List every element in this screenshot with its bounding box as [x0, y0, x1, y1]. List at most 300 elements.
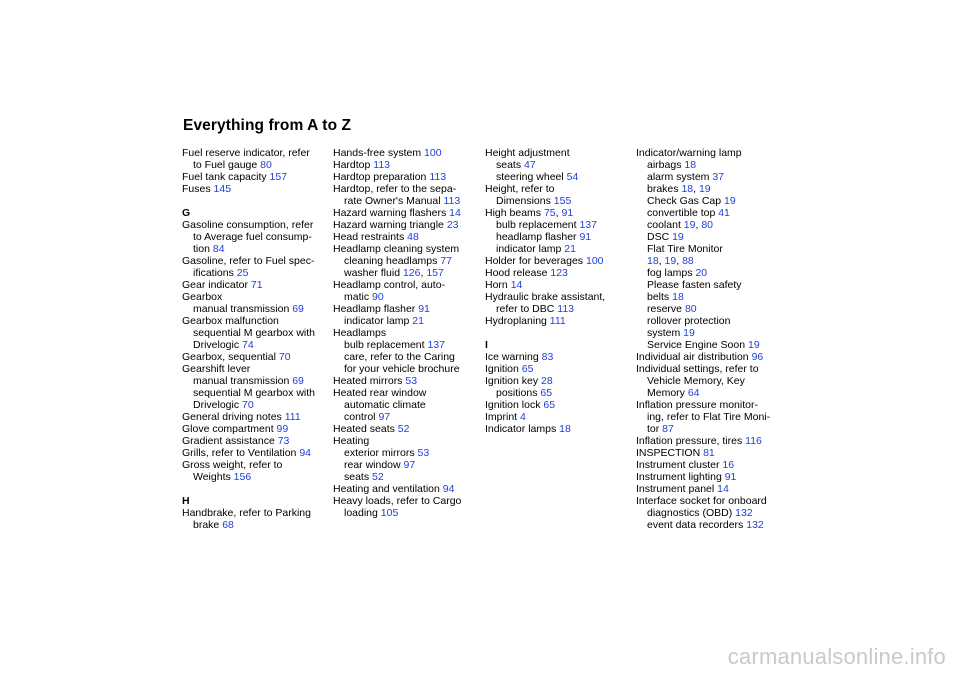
index-subentry [182, 519, 330, 531]
index-subentry [636, 267, 784, 279]
index-entry [636, 351, 784, 363]
page-reference-link[interactable]: 14 [449, 207, 461, 219]
page-reference-link[interactable]: 52 [372, 471, 384, 483]
page-reference-link[interactable]: 94 [299, 447, 311, 459]
index-subentry [636, 423, 784, 435]
index-entry-text: Ice warning [485, 351, 542, 363]
page-reference-link[interactable]: 75 [543, 207, 556, 219]
page-reference-link[interactable]: 70 [242, 399, 254, 411]
index-entry [485, 291, 633, 303]
index-entry-text: indicator lamp [344, 315, 413, 327]
page-reference-link[interactable]: 25 [236, 267, 249, 279]
index-subentry [636, 291, 784, 303]
section-letter-heading [485, 339, 633, 351]
page-reference-link[interactable]: 53 [417, 447, 430, 459]
index-entry-text: Headlamp flasher [333, 303, 419, 315]
index-subentry [636, 375, 784, 387]
page-reference-link[interactable]: 145 [213, 183, 232, 195]
index-subentry [333, 351, 481, 363]
page-reference-link[interactable]: 113 [429, 171, 447, 183]
index-subentry [636, 243, 784, 255]
index-entry [485, 255, 633, 267]
index-entry-text: convertible top [647, 207, 719, 219]
page-reference-link[interactable]: 69 [292, 303, 304, 315]
index-entry [182, 363, 330, 375]
page-reference-link[interactable]: 19 [664, 255, 677, 267]
page-reference-link[interactable]: 88 [682, 255, 694, 267]
index-subentry [636, 231, 784, 243]
index-subentry [636, 159, 784, 171]
index-subentry [636, 195, 784, 207]
index-entry-text: seats [496, 159, 525, 171]
index-entry [182, 171, 330, 183]
index-entry-text: loading [344, 507, 381, 519]
page-reference-link[interactable]: 14 [510, 279, 523, 291]
page-reference-link[interactable]: 19 [683, 219, 696, 231]
index-entry-text: Individual settings, refer to [636, 363, 759, 375]
index-subentry [182, 399, 330, 411]
page-reference-link[interactable]: 19 [683, 327, 695, 339]
index-entry: High beams 75, 91 [485, 207, 574, 219]
index-entry-text: Fuses [182, 183, 214, 195]
page-reference-link[interactable]: 91 [418, 303, 430, 315]
page-reference-link[interactable]: 91 [724, 471, 737, 483]
index-entry-text: belts [647, 291, 673, 303]
index-subentry [485, 219, 633, 231]
index-subentry [636, 303, 784, 315]
index-subentry [333, 315, 481, 327]
index-entry-text: coolant [647, 219, 684, 231]
index-entry [333, 147, 481, 159]
index-entry-text: Inflation pressure, tires [636, 435, 746, 447]
index-entry [485, 183, 633, 195]
index-entry [636, 435, 784, 447]
section-letter-heading [182, 495, 330, 507]
index-entry [636, 147, 784, 159]
page-reference-link[interactable]: 80 [701, 219, 713, 231]
index-subentry [485, 231, 633, 243]
page-reference-link[interactable]: 16 [722, 459, 735, 471]
index-entry-text: Gearbox, sequential [182, 351, 279, 363]
index-subentry: brakes 18, 19 [647, 183, 711, 195]
page-reference-link[interactable]: 28 [541, 375, 553, 387]
page-reference-link[interactable]: 37 [712, 171, 725, 183]
index-entry-text: Gross weight, refer to [182, 459, 283, 471]
index-entry [333, 435, 481, 447]
index-entry [485, 267, 633, 279]
index-entry-text: rear window [344, 459, 404, 471]
index-entry [333, 183, 481, 195]
index-entry-text: Grills, refer to Ventilation [182, 447, 300, 459]
index-entry-text: Vehicle Memory, Key [647, 375, 745, 387]
index-entry-text: airbags [647, 159, 685, 171]
page-reference-link[interactable]: 21 [564, 243, 576, 255]
index-subentry: 18, 19, 88 [647, 255, 694, 267]
index-entry-text: DSC [647, 231, 673, 243]
index-subentry [636, 339, 784, 351]
index-subentry [636, 207, 784, 219]
index-entry [182, 255, 330, 267]
index-entry-text: Indicator lamps [485, 423, 560, 435]
index-entry-text: Fuel reserve indicator, refer [182, 147, 310, 159]
index-entry [333, 423, 481, 435]
index-subentry [333, 459, 481, 471]
index-entry-text: Drivelogic [193, 339, 243, 351]
index-entry-text: Handbrake, refer to Parking [182, 507, 311, 519]
page-reference-link[interactable]: 132 [746, 519, 764, 531]
page-reference-link[interactable]: 4 [520, 411, 526, 423]
index-subentry [182, 327, 330, 339]
index-entry-text: H [182, 495, 190, 507]
section-spacer [485, 327, 633, 339]
index-entry-text: Gasoline, refer to Fuel spec- [182, 255, 315, 267]
index-subentry [182, 471, 330, 483]
index-entry-text: Interface socket for onboard [636, 495, 767, 507]
page-reference-link[interactable]: 14 [717, 483, 729, 495]
index-entry-text: Heating [333, 435, 370, 447]
index-subentry [182, 375, 330, 387]
index-entry-text: positions [496, 387, 541, 399]
page-reference-link[interactable]: 83 [541, 351, 554, 363]
index-subentry [485, 195, 633, 207]
index-entry-text: General driving notes [182, 411, 285, 423]
index-entry-text: for your vehicle brochure [344, 363, 460, 375]
index-subentry [485, 303, 633, 315]
page-reference-link[interactable]: 80 [260, 159, 272, 171]
index-entry [182, 423, 330, 435]
index-subentry [636, 411, 784, 423]
page-reference-link[interactable]: 100 [585, 255, 604, 267]
page-reference-link[interactable]: 123 [550, 267, 568, 279]
index-entry [485, 363, 633, 375]
index-column-4 [636, 147, 784, 531]
index-entry-text: steering wheel [496, 171, 567, 183]
index-entry-text: Instrument cluster [636, 459, 723, 471]
page-reference-link[interactable]: 105 [380, 507, 399, 519]
index-entry-text: Gearshift lever [182, 363, 251, 375]
index-entry [333, 375, 481, 387]
page-reference-link[interactable]: 81 [703, 447, 715, 459]
page-reference-link[interactable]: 68 [222, 519, 234, 531]
index-subentry [333, 411, 481, 423]
page-reference-link[interactable]: 84 [212, 243, 225, 255]
index-entry-text: brake [193, 519, 223, 531]
page-reference-link[interactable]: 20 [695, 267, 708, 279]
index-entry-text: tion [193, 243, 213, 255]
index-entry [636, 483, 784, 495]
index-subentry [182, 159, 330, 171]
index-entry [182, 459, 330, 471]
page-reference-link[interactable]: 96 [751, 351, 764, 363]
index-entry-text: Heated rear window [333, 387, 427, 399]
index-entry-text: INSPECTION [636, 447, 704, 459]
index-entry-text: Glove compartment [182, 423, 277, 435]
index-entry-text: seats [344, 471, 373, 483]
index-subentry [333, 195, 481, 207]
index-entry-text: Imprint [485, 411, 521, 423]
index-subentry [333, 471, 481, 483]
index-entry-text: Hands-free system [333, 147, 425, 159]
index-subentry [182, 267, 330, 279]
page-reference-link[interactable]: 18 [647, 255, 659, 267]
page-reference-link[interactable]: 21 [412, 315, 424, 327]
index-entry [485, 411, 633, 423]
index-entry-text: G [182, 207, 191, 219]
page-reference-link[interactable]: 156 [233, 471, 252, 483]
index-entry-text: control [344, 411, 379, 423]
index-entry-text: Fuel tank capacity [182, 171, 270, 183]
page-reference-link[interactable]: 64 [687, 387, 700, 399]
index-subentry [182, 303, 330, 315]
page-reference-link[interactable]: 19 [724, 195, 736, 207]
index-subentry [333, 363, 481, 375]
page-reference-link[interactable]: 113 [373, 159, 391, 171]
page-reference-link[interactable]: 53 [405, 375, 418, 387]
index-entry-text: I [485, 339, 488, 351]
index-entry [333, 387, 481, 399]
page-reference-link[interactable]: 80 [684, 303, 697, 315]
page-reference-link[interactable]: 70 [278, 351, 291, 363]
index-entry-text: Headlamp control, auto- [333, 279, 446, 291]
page-reference-link[interactable]: 157 [426, 267, 444, 279]
index-entry [636, 471, 784, 483]
page-reference-link[interactable]: 137 [579, 219, 597, 231]
index-entry-text: Hydraulic brake assistant, [485, 291, 606, 303]
index-subentry [182, 387, 330, 399]
page-reference-link[interactable]: 71 [250, 279, 263, 291]
page-reference-link[interactable]: 94 [442, 483, 455, 495]
index-entry-text: to Average fuel consump- [193, 231, 312, 243]
index-subentry [333, 255, 481, 267]
index-entry-text: manual transmission [193, 303, 293, 315]
index-column-3 [485, 147, 633, 435]
index-entry [485, 375, 633, 387]
index-entry [333, 483, 481, 495]
index-column-1 [182, 147, 330, 531]
index-entry [182, 219, 330, 231]
index-subentry [636, 315, 784, 327]
page-reference-link[interactable]: 65 [521, 363, 534, 375]
index-entry-text: ifications [193, 267, 237, 279]
index-subentry [333, 507, 481, 519]
index-entry [182, 291, 330, 303]
index-subentry [182, 339, 330, 351]
index-entry-text: Ignition lock [485, 399, 544, 411]
index-entry-text: bulb replacement [344, 339, 428, 351]
index-entry [333, 243, 481, 255]
page-reference-link[interactable]: 91 [561, 207, 574, 219]
index-entry-text: Heating and ventilation [333, 483, 443, 495]
page-reference-link[interactable]: 19 [698, 183, 711, 195]
page-reference-link[interactable]: 87 [662, 423, 674, 435]
page-reference-link[interactable]: 91 [579, 231, 592, 243]
page-reference-link[interactable]: 116 [745, 435, 762, 447]
index-entry-text: rate Owner's Manual [344, 195, 444, 207]
index-entry-text: manual transmission [193, 375, 293, 387]
index-entry [333, 327, 481, 339]
index-subentry [636, 327, 784, 339]
index-entry-text: event data recorders [647, 519, 747, 531]
page-reference-link[interactable]: 137 [427, 339, 445, 351]
index-entry-text: Hazard warning flashers [333, 207, 450, 219]
index-entry-text: Gear indicator [182, 279, 251, 291]
index-subentry: coolant 19, 80 [647, 219, 713, 231]
index-entry-text: washer fluid [344, 267, 403, 279]
index-entry-text: Weights [193, 471, 234, 483]
page-title: Everything from A to Z [183, 117, 352, 134]
index-entry-text: Individual air distribution [636, 351, 752, 363]
page-reference-link[interactable]: 157 [269, 171, 288, 183]
index-subentry [485, 243, 633, 255]
index-entry-text: Flat Tire Monitor [647, 243, 723, 255]
index-entry-text: sequential M gearbox with [193, 327, 315, 339]
index-entry [182, 279, 330, 291]
index-subentry [636, 279, 784, 291]
index-entry-text: Head restraints [333, 231, 408, 243]
page-reference-link[interactable]: 111 [284, 411, 301, 423]
index-entry [636, 495, 784, 507]
index-entry-text: Gradient assistance [182, 435, 278, 447]
index-entry-text: Memory [647, 387, 688, 399]
index-entry-text: Hydroplaning [485, 315, 550, 327]
index-entry-text: Hazard warning triangle [333, 219, 447, 231]
index-entry-text: High beams [485, 207, 544, 219]
index-entry [333, 159, 481, 171]
index-entry-text: Ignition key [485, 375, 542, 387]
index-entry-text: indicator lamp [496, 243, 565, 255]
index-entry-text: Gearbox [182, 291, 223, 303]
page-reference-link[interactable]: 111 [549, 315, 566, 327]
index-subentry [636, 519, 784, 531]
index-entry [182, 315, 330, 327]
page-reference-link[interactable]: 126 [402, 267, 421, 279]
watermark: carmanualsonline.info [727, 644, 946, 669]
index-entry-text: Height, refer to [485, 183, 555, 195]
index-entry [636, 399, 784, 411]
page-reference-link[interactable]: 97 [403, 459, 416, 471]
page-reference-link[interactable]: 155 [553, 195, 572, 207]
page-reference-link[interactable]: 48 [407, 231, 419, 243]
page-reference-link[interactable]: 18 [559, 423, 571, 435]
index-entry [333, 495, 481, 507]
index-entry [485, 423, 633, 435]
index-subentry [636, 387, 784, 399]
page-reference-link[interactable]: 47 [524, 159, 536, 171]
page-reference-link[interactable]: 69 [292, 375, 304, 387]
index-entry [485, 279, 633, 291]
index-entry-text: rollover protection [647, 315, 731, 327]
index-entry [485, 147, 633, 159]
section-spacer [182, 483, 330, 495]
index-entry [182, 351, 330, 363]
page-reference-link[interactable]: 99 [276, 423, 289, 435]
index-entry [333, 279, 481, 291]
index-column-2 [333, 147, 481, 519]
index-entry-text: Hardtop [333, 159, 374, 171]
index-entry-text: refer to DBC [496, 303, 558, 315]
index-entry-text: Instrument panel [636, 483, 718, 495]
index-entry-text: Please fasten safety [647, 279, 742, 291]
index-entry [636, 447, 784, 459]
index-entry-text: Heated mirrors [333, 375, 406, 387]
index-entry [333, 171, 481, 183]
index-entry-text: tor [647, 423, 663, 435]
index-entry [182, 183, 330, 195]
index-entry-text: Headlamps [333, 327, 387, 339]
page-reference-link[interactable]: 41 [718, 207, 730, 219]
page-reference-link[interactable]: 113 [443, 195, 461, 207]
page-reference-link[interactable]: 100 [424, 147, 442, 159]
index-entry [485, 351, 633, 363]
index-entry [333, 219, 481, 231]
page-reference-link[interactable]: 19 [672, 231, 684, 243]
index-entry-text: Headlamp cleaning system [333, 243, 460, 255]
index-entry-text: Drivelogic [193, 399, 243, 411]
index-subentry [182, 231, 330, 243]
index-entry [636, 459, 784, 471]
index-entry-text: bulb replacement [496, 219, 580, 231]
page-reference-link[interactable]: 73 [277, 435, 290, 447]
index-entry-text: headlamp flasher [496, 231, 580, 243]
index-entry-text: alarm system [647, 171, 713, 183]
index-entry-text: automatic climate [344, 399, 426, 411]
index-subentry [182, 243, 330, 255]
index-subentry [636, 507, 784, 519]
page-reference-link[interactable]: 18 [684, 159, 697, 171]
index-entry-text: Ignition [485, 363, 522, 375]
index-entry-text: diagnostics (OBD) [647, 507, 736, 519]
index-entry-text: Height adjustment [485, 147, 570, 159]
section-spacer [182, 195, 330, 207]
page-reference-link[interactable]: 74 [242, 339, 254, 351]
index-entry-text: reserve [647, 303, 685, 315]
index-subentry [485, 171, 633, 183]
page-reference-link[interactable]: 18 [681, 183, 694, 195]
page-reference-link[interactable]: 113 [557, 303, 575, 315]
index-entry-text: to Fuel gauge [193, 159, 261, 171]
index-entry-text: ing, refer to Flat Tire Moni- [647, 411, 771, 423]
page-reference-link[interactable]: 54 [566, 171, 579, 183]
index-entry-text: Dimensions [496, 195, 554, 207]
page-reference-link[interactable]: 23 [446, 219, 459, 231]
index-entry-text: cleaning headlamps [344, 255, 441, 267]
index-entry-text: brakes [647, 183, 682, 195]
index-entry [182, 411, 330, 423]
index-subentry [485, 159, 633, 171]
page-reference-link[interactable]: 77 [440, 255, 453, 267]
index-subentry [636, 171, 784, 183]
page-reference-link[interactable]: 52 [397, 423, 410, 435]
index-entry-text: Horn [485, 279, 511, 291]
index-entry [182, 447, 330, 459]
index-entry [182, 147, 330, 159]
index-entry-text: Indicator/warning lamp [636, 147, 742, 159]
index-subentry [333, 339, 481, 351]
page-reference-link[interactable]: 18 [672, 291, 684, 303]
page-reference-link[interactable]: 19 [747, 339, 760, 351]
page-reference-link[interactable]: 65 [540, 387, 553, 399]
page-reference-link[interactable]: 97 [378, 411, 391, 423]
page-reference-link[interactable]: 132 [735, 507, 753, 519]
index-entry-text: Service Engine Soon [647, 339, 748, 351]
index-subentry [333, 399, 481, 411]
index-entry-text: Instrument lighting [636, 471, 725, 483]
index-entry-text: Heavy loads, refer to Cargo [333, 495, 462, 507]
index-entry-text: Inflation pressure monitor- [636, 399, 758, 411]
page-reference-link[interactable]: 90 [372, 291, 384, 303]
index-entry-text: Check Gas Cap [647, 195, 725, 207]
page-reference-link[interactable]: 65 [543, 399, 556, 411]
